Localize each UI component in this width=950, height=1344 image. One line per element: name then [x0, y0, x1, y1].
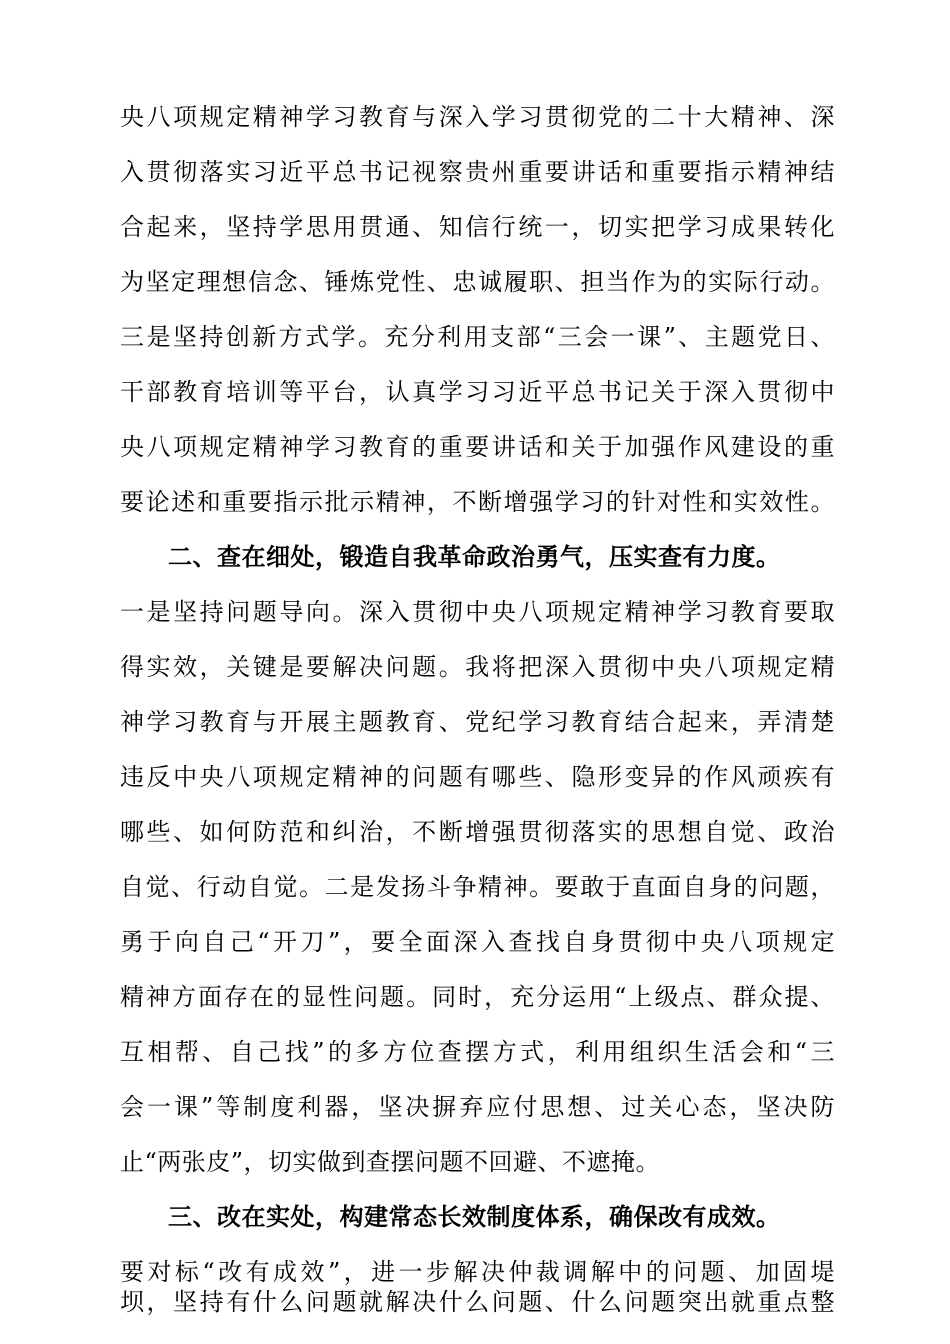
- body-line: 一是坚持问题导向。深入贯彻中央八项规定精神学习教育要取: [120, 598, 835, 626]
- body-line: 止“两张皮”，切实做到查摆问题不回避、不遮掩。: [120, 1148, 661, 1176]
- body-line: 要对标“改有成效”，进一步解决仲裁调解中的问题、加固堤: [120, 1258, 835, 1286]
- body-line: 合起来，坚持学思用贯通、知信行统一，切实把学习成果转化: [120, 213, 835, 241]
- body-line: 得实效，关键是要解决问题。我将把深入贯彻中央八项规定精: [120, 653, 835, 681]
- body-line: 违反中央八项规定精神的问题有哪些、隐形变异的作风顽疾有: [120, 763, 835, 791]
- body-line: 神学习教育与开展主题教育、党纪学习教育结合起来，弄清楚: [120, 708, 835, 736]
- body-line: 会一课”等制度利器，坚决摒弃应付思想、过关心态，坚决防: [120, 1093, 835, 1121]
- body-line: 哪些、如何防范和纠治，不断增强贯彻落实的思想自觉、政治: [120, 818, 835, 846]
- body-line: 央八项规定精神学习教育与深入学习贯彻党的二十大精神、深: [120, 103, 835, 131]
- body-line: 精神方面存在的显性问题。同时，充分运用“上级点、群众提、: [120, 983, 835, 1011]
- body-line: 为坚定理想信念、锤炼党性、忠诚履职、担当作为的实际行动。: [120, 268, 835, 296]
- body-line: 勇于向自己“开刀”，要全面深入查找自身贯彻中央八项规定: [120, 928, 835, 956]
- body-line: 互相帮、自己找”的多方位查摆方式，利用组织生活会和“三: [120, 1038, 835, 1066]
- body-line: 要论述和重要指示批示精神，不断增强学习的针对性和实效性。: [120, 488, 835, 516]
- body-line: 三是坚持创新方式学。充分利用支部“三会一课”、主题党日、: [120, 323, 835, 351]
- body-line: 干部教育培训等平台，认真学习习近平总书记关于深入贯彻中: [120, 378, 835, 406]
- body-line: 入贯彻落实习近平总书记视察贵州重要讲话和重要指示精神结: [120, 158, 835, 186]
- body-line: 央八项规定精神学习教育的重要讲话和关于加强作风建设的重: [120, 433, 835, 461]
- section-heading: 三、改在实处，构建常态长效制度体系，确保改有成效。: [168, 1203, 781, 1231]
- body-line: 坝，坚持有什么问题就解决什么问题、什么问题突出就重点整: [120, 1288, 835, 1316]
- body-line: 自觉、行动自觉。二是发扬斗争精神。要敢于直面自身的问题，: [120, 873, 835, 901]
- section-heading: 二、查在细处，锻造自我革命政治勇气，压实查有力度。: [168, 543, 781, 571]
